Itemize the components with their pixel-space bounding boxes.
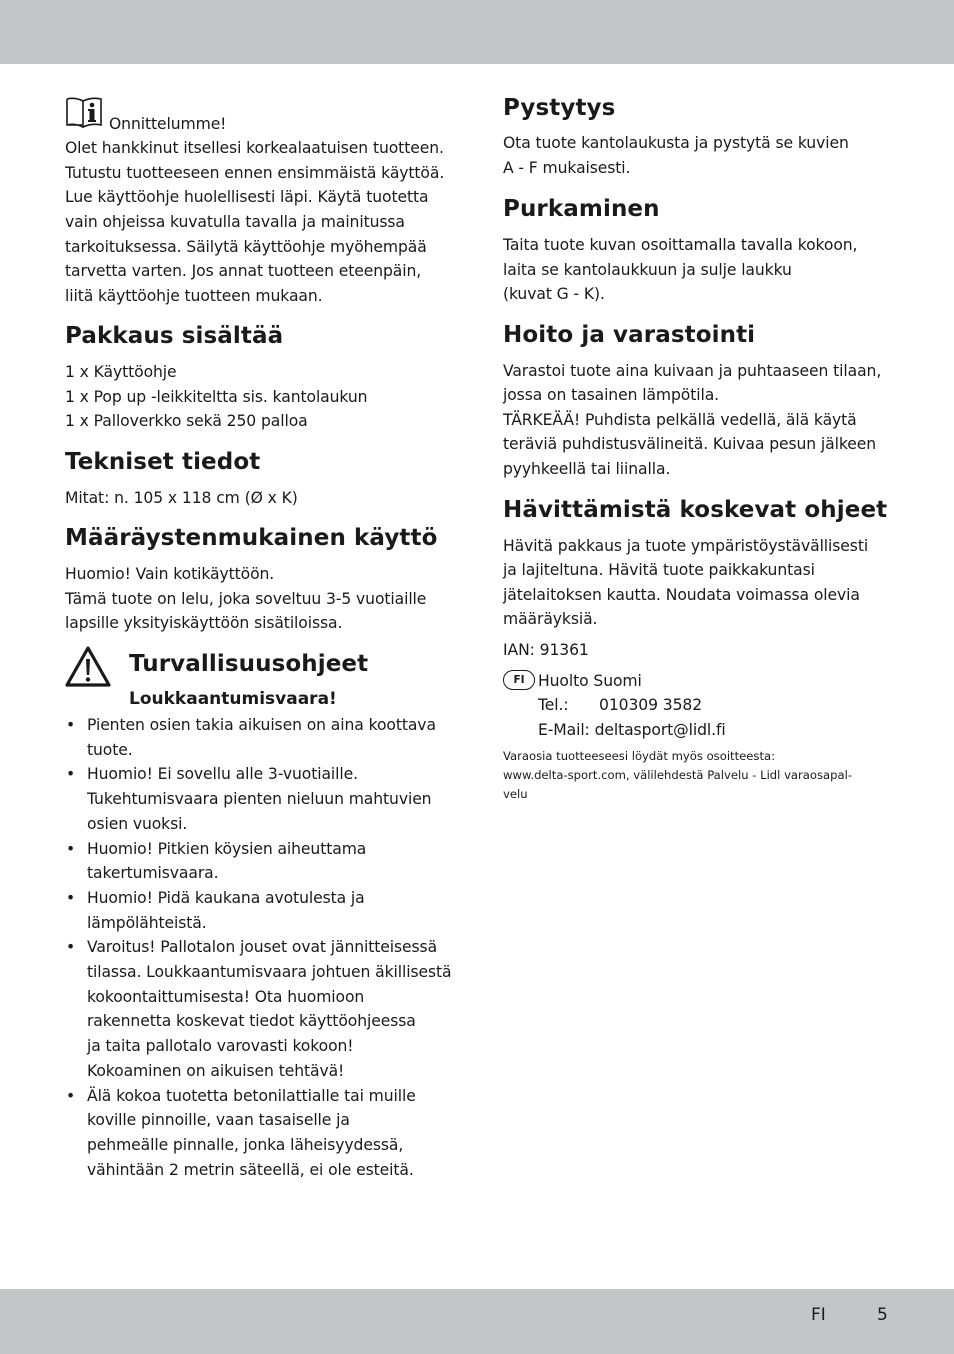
bullet-line: • Huomio! Pidä kaukana avotulesta ja: [87, 888, 365, 907]
bullet-line: pehmeälle pinnalle, jonka läheisyydessä,: [87, 1135, 404, 1154]
safety-bullet: [65, 1084, 460, 1183]
safety-bullet: [65, 935, 460, 1083]
intro-line: Tutustu tuotteeseen ennen ensimmäistä käyttöä.: [65, 164, 445, 182]
dismantle-title: Purkaminen: [503, 196, 660, 222]
bullet-line: • Älä kokoa tuotetta betonilattialle tai muille: [87, 1086, 416, 1105]
intended-use-line: Huomio! Vain kotikäyttöön.: [65, 565, 275, 583]
service-tel-value: 010309 3582: [599, 696, 703, 714]
intended-use-title: Määräystenmukainen käyttö: [65, 525, 438, 551]
intended-use-line: Tämä tuote on lelu, joka soveltuu 3-5 vuotiaille: [65, 590, 427, 608]
care-title: Hoito ja varastointi: [503, 322, 756, 348]
technical-text: Mitat: n. 105 x 118 cm (Ø x K): [65, 489, 298, 507]
service-name: Huolto Suomi: [538, 672, 642, 690]
bullet-line: lämpölähteistä.: [87, 913, 207, 932]
care-line: Varastoi tuote aina kuivaan ja puhtaaseen tilaan,: [503, 362, 882, 380]
package-title: Pakkaus sisältää: [65, 323, 284, 349]
page-number: 5: [877, 1305, 888, 1325]
setup-line: Ota tuote kantolaukusta ja pystytä se kuvien: [503, 134, 849, 152]
intro-line: tarvetta varten. Jos annat tuotteen eteenpäin,: [65, 262, 422, 280]
safety-bullet: [65, 713, 460, 762]
bullet-line: vähintään 2 metrin säteellä, ei ole esteitä.: [87, 1160, 414, 1179]
bullet-line: koville pinnoille, vaan tasaiselle ja: [87, 1111, 350, 1130]
care-line: TÄRKEÄÄ! Puhdista pelkällä vedellä, älä käytä: [503, 411, 857, 429]
service-tel-label: Tel.:: [538, 696, 569, 714]
disposal-line: jätelaitoksen kautta. Noudata voimassa olevia: [503, 586, 860, 604]
intro-line: Lue käyttöohje huolellisesti läpi. Käytä tuotetta: [65, 188, 429, 206]
spare-parts-note-line: www.delta-sport.com, välilehdestä Palvelu - Lidl varaosapal-: [503, 768, 853, 782]
footer-language: FI: [811, 1305, 826, 1325]
bullet-line: • Pienten osien takia aikuisen on aina koottava: [87, 716, 436, 734]
intro-line: liitä käyttöohje tuotteen mukaan.: [65, 287, 323, 305]
header-band: [0, 0, 954, 64]
bullet-line: tuote.: [87, 740, 133, 759]
care-line: teräviä puhdistusvälineitä. Kuivaa pesun jälkeen: [503, 435, 876, 453]
disposal-line: ja lajiteltuna. Hävitä tuote paikkakuntasi: [503, 561, 815, 579]
disposal-line: Hävitä pakkaus ja tuote ympäristöystävällisesti: [503, 537, 869, 555]
spare-parts-note-line: Varaosia tuotteeseesi löydät myös osoitteesta:: [503, 749, 775, 763]
package-item: 1 x Käyttöohje: [65, 363, 177, 381]
bullet-line: takertumisvaara.: [87, 864, 219, 883]
safety-title: Turvallisuusohjeet: [129, 651, 369, 677]
bullet-line: osien vuoksi.: [87, 814, 188, 833]
safety-bullet: [65, 886, 460, 935]
disposal-title: Hävittämistä koskevat ohjeet: [503, 497, 888, 523]
bullet-line: ja taita pallotalo varovasti kokoon!: [87, 1037, 354, 1056]
setup-title: Pystytys: [503, 95, 616, 121]
bullet-line: • Huomio! Pitkien köysien aiheuttama: [87, 839, 367, 858]
warning-triangle-icon: [64, 645, 112, 688]
bullet-line: • Huomio! Ei sovellu alle 3-vuotiaille.: [87, 765, 358, 784]
disposal-line: määräyksiä.: [503, 610, 598, 628]
package-item: 1 x Palloverkko sekä 250 palloa: [65, 412, 308, 430]
safety-bullet: [65, 762, 460, 836]
bullet-line: Tukehtumisvaara pienten nieluun mahtuvien: [87, 790, 432, 809]
care-line: pyyhkeellä tai liinalla.: [503, 460, 671, 478]
setup-line: A - F mukaisesti.: [503, 159, 631, 177]
intro-line: tarkoituksessa. Säilytä käyttöohje myöhempää: [65, 238, 427, 256]
spare-parts-note-line: velu: [503, 787, 528, 801]
intro-heading: Onnittelumme!: [109, 115, 227, 133]
dismantle-line: laita se kantolaukkuun ja sulje laukku: [503, 261, 792, 279]
safety-bullet-list: [65, 713, 460, 1182]
intro-line: vain ohjeissa kuvatulla tavalla ja mainitussa: [65, 213, 405, 231]
bullet-line: tilassa. Loukkaantumisvaara johtuen äkillisestä: [87, 963, 452, 982]
package-item: 1 x Pop up -leikkiteltta sis. kantolaukun: [65, 388, 368, 406]
country-badge: FI: [503, 670, 535, 690]
safety-subtitle: Loukkaantumisvaara!: [129, 689, 337, 709]
info-book-icon: [65, 96, 103, 128]
bullet-line: kokoontaittumisesta! Ota huomioon: [87, 987, 365, 1006]
service-email: E-Mail: deltasport@lidl.fi: [538, 721, 726, 739]
intended-use-line: lapsille yksityiskäyttöön sisätiloissa.: [65, 614, 343, 632]
dismantle-line: (kuvat G - K).: [503, 285, 605, 303]
technical-title: Tekniset tiedot: [65, 449, 261, 475]
intro-line: Olet hankkinut itsellesi korkealaatuisen tuotteen.: [65, 139, 444, 157]
ian-number: IAN: 91361: [503, 641, 589, 659]
bullet-line: • Varoitus! Pallotalon jouset ovat jännitteisessä: [87, 938, 438, 957]
care-line: jossa on tasainen lämpötila.: [503, 386, 720, 404]
bullet-line: rakennetta koskevat tiedot käyttöohjeessa: [87, 1012, 416, 1031]
bullet-line: Kokoaminen on aikuisen tehtävä!: [87, 1061, 345, 1080]
safety-bullet: [65, 837, 460, 886]
dismantle-line: Taita tuote kuvan osoittamalla tavalla kokoon,: [503, 236, 858, 254]
